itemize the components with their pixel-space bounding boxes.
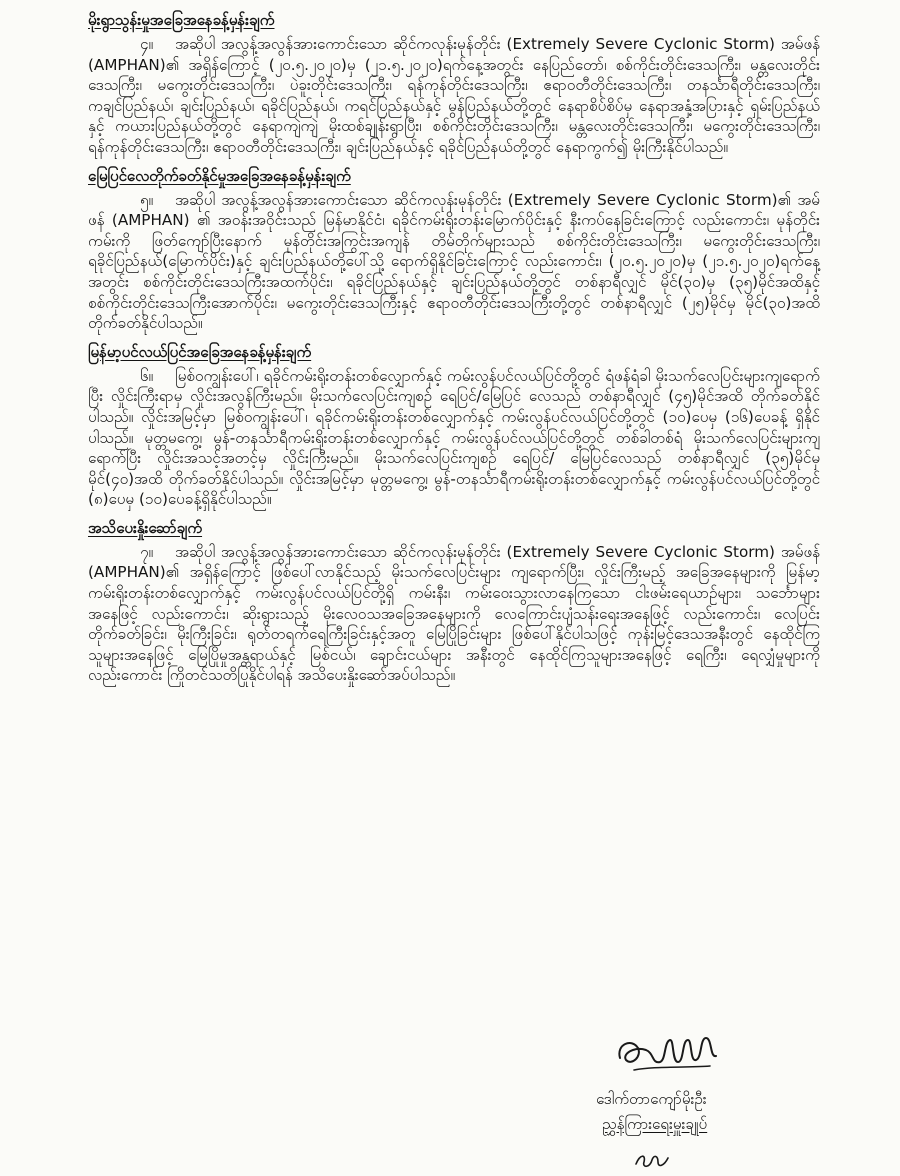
section-paragraph [88, 190, 820, 334]
paragraph-text: အဆိုပါ အလွန့်အလွန်အားကောင်းသော ဆိုင်ကလုန်းမုန်တိုင်း (Extremely Severe Cyclonic Storm) အမ်ဖန် (AMPHAN)၏ အရှိန်ကြောင့် ဖြစ်ပေါ်လာနိုင်သည့် မိုးသက်လေပြင်းများ ကျရောက်ပြီး၊ လှိုင်းကြီးမည့် အခြေအနေများကို မြန်မာ့ကမ်းရိုးတန်းတစ်လျှောက်နှင့် ကမ်းလွန်ပင်လယ်ပြင်တို့ရှိ ကမ်းနီး၊ ကမ်းဝေးသွားလာနေကြသော ငါးဖမ်းရေယာဉ်များ၊ သင်္ဘောများအနေဖြင့် လည်းကောင်း၊ ဆိုးရွားသည့် မိုးလေဝသအခြေအနေများကို လေကြောင်းပျံသန်းရေးအနေဖြင့် လည်းကောင်း၊ လေပြင်း တိုက်ခတ်ခြင်း၊ မိုးကြီးခြင်း၊ ရုတ်တရက်ရေကြီးခြင်းနှင့်အတူ မြေပြိုခြင်းများ ဖြစ်ပေါ်နိုင်ပါသဖြင့် ကုန်းမြင့်ဒေသအနီးတွင် နေထိုင်ကြသူများအနေဖြင့် မြေပြိုမှုအန္တရာယ်နှင့် မြစ်ငယ်၊ ချောင်းငယ်များ အနီးတွင် နေထိုင်ကြသူများအနေဖြင့် ရေကြီး၊ ရေလျှံမှုများကို လည်းကောင်း ကြိုတင်သတိပြုနိုင်ပါရန် အသိပေးနှိုးဆော်အပ်ပါသည်။ [88, 542, 820, 685]
section-heading: မြေပြင်လေတိုက်ခတ်နိုင်မှုအခြေအနေခန့်မှန်းချက် [88, 166, 351, 185]
paragraph-text: မြစ်ဝကျွန်းပေါ်၊ ရခိုင်ကမ်းရိုးတန်းတစ်လျှောက်နှင့် ကမ်းလွန်ပင်လယ်ပြင်တို့တွင် ရံဖန်ရံခါ မိုးသက်လေပြင်းများကျရောက်ပြီး လှိုင်းကြီးရာမှ လှိုင်းအလွန်ကြီးမည်။ မိုးသက်လေပြင်းကျစဉ် ရေပြင်/မြေပြင် လေသည် တစ်နာရီလျှင် (၄၅)မိုင်အထိ တိုက်ခတ်နိုင်ပါသည်။ လှိုင်းအမြင့်မှာ မြစ်ဝကျွန်းပေါ်၊ ရခိုင်ကမ်းရိုးတန်းတစ်လျှောက်နှင့် ကမ်းလွန်ပင်လယ်ပြင်တို့တွင် (၁၀)ပေမှ (၁၆)ပေခန့် ရှိနိုင်ပါသည်။ မုတ္တမကွေ့၊ မွန်-တနင်္သာရီကမ်းရိုးတန်းတစ်လျှောက်နှင့် ကမ်းလွန်ပင်လယ်ပြင်တို့တွင် တစ်ခါတစ်ရံ မိုးသက်လေပြင်းများကျရောက်ပြီး လှိုင်းအသင့်အတင့်မှ လှိုင်းကြီးမည်။ မိုးသက်လေပြင်းကျစဉ် ရေပြင်/ မြေပြင်လေသည် တစ်နာရီလျှင် (၃၅)မိုင်မှ မိုင်(၄၀)အထိ တိုက်ခတ်နိုင်ပါသည်။ လှိုင်းအမြင့်မှာ မုတ္တမကွေ့၊ မွန်-တနင်္သာရီကမ်းရိုးတန်းတစ်လျှောက်နှင့် ကမ်းလွန်ပင်လယ်ပြင်တို့တွင် (၈)ပေမှ (၁၀)ပေခန့်ရှိနိုင်ပါသည်။ [88, 366, 820, 509]
section-paragraph [88, 542, 820, 686]
section-paragraph [88, 34, 820, 158]
section-heading: အသိပေးနှိုးဆော်ချက် [88, 518, 203, 537]
paragraph-number: ၇။ [140, 542, 154, 561]
handwritten-signature [614, 1032, 722, 1078]
section-paragraph [88, 366, 820, 510]
paragraph-number: ၅။ [140, 190, 154, 209]
section-surface-wind-forecast [88, 166, 820, 334]
paragraph-number: ၄။ [140, 35, 154, 53]
signature-block [0, 1006, 900, 1176]
section-heading: မိုးရွာသွန်းမှုအခြေအနေခန့်မှန်းချက် [88, 11, 275, 29]
handwritten-initials [632, 1146, 674, 1172]
signatory-title: ညွှန်ကြားရေးမှူးချုပ် [602, 1115, 708, 1133]
paragraph-number: ၆။ [140, 366, 154, 385]
signatory-name: ဒေါက်တာကျော်မိုးဦး [596, 1090, 707, 1108]
paragraph-text: အဆိုပါ အလွန့်အလွန်အားကောင်းသော ဆိုင်ကလုန်းမုန်တိုင်း (Extremely Severe Cyclonic Storm)၏ အမ်ဖန် (AMPHAN) ၏ အဝန်းအဝိုင်းသည် မြန်မာနိုင်ငံ၊ ရခိုင်ကမ်းရိုးတန်းမြောက်ပိုင်းနှင့် နီးကပ်နေခြင်းကြောင့် လည်းကောင်း၊ မုန်တိုင်းကမ်းကို ဖြတ်ကျော်ပြီးနောက် မုန်တိုင်းအကြွင်းအကျန် တိမ်တိုက်များသည် စစ်ကိုင်းတိုင်းဒေသကြီး၊ မကွေးတိုင်းဒေသကြီး၊ ရခိုင်ပြည်နယ်(မြောက်ပိုင်း)နှင့် ချင်းပြည်နယ်တို့ပေါ်သို့ ရောက်ရှိနိုင်ခြင်းကြောင့် လည်းကောင်း၊ (၂၀.၅.၂၀၂၀)မှ (၂၁.၅.၂၀၂၀)ရက်နေ့အတွင်း စစ်ကိုင်းတိုင်းဒေသကြီးအထက်ပိုင်း၊ ရခိုင်ပြည်နယ်နှင့် ချင်းပြည်နယ်တို့တွင် တစ်နာရီလျှင် မိုင်(၃၀)မှ (၃၅)မိုင်အထိနှင့် စစ်ကိုင်းတိုင်းဒေသကြီးအောက်ပိုင်း၊ မကွေးတိုင်းဒေသကြီးနှင့် ဧရာဝတီတိုင်းဒေသကြီးတို့တွင် တစ်နာရီလျှင် (၂၅)မိုင်မှ မိုင်(၃၀)အထိ တိုက်ခတ်နိုင်ပါသည်။ [88, 190, 820, 333]
section-warning-advisory [88, 518, 820, 686]
paragraph-text: အဆိုပါ အလွန့်အလွန်အားကောင်းသော ဆိုင်ကလုန်းမုန်တိုင်း (Extremely Severe Cyclonic Storm) အမ်ဖန် (AMPHAN)၏ အရှိန်ကြောင့် (၂၀.၅.၂၀၂၀)မှ (၂၁.၅.၂၀၂၀)ရက်နေ့အတွင်း နေပြည်တော်၊ စစ်ကိုင်းတိုင်းဒေသကြီး၊ မန္တလေးတိုင်းဒေသကြီး၊ မကွေးတိုင်းဒေသကြီး၊ ပဲခူးတိုင်းဒေသကြီး၊ ရန်ကုန်တိုင်းဒေသကြီး၊ ဧရာဝတီတိုင်းဒေသကြီး၊ တနင်္သာရီတိုင်းဒေသကြီး၊ ကချင်ပြည်နယ်၊ ချင်းပြည်နယ်၊ ရခိုင်ပြည်နယ်၊ ကရင်ပြည်နယ်နှင့် မွန်ပြည်နယ်တို့တွင် နေရာစိပ်စိပ်မှ နေရာအနှံ့အပြားနှင့် ရှမ်းပြည်နယ်နှင့် ကယားပြည်နယ်တို့တွင် နေရာကျဲကျဲ မိုးထစ်ချုန်းရွာပြီး၊ စစ်ကိုင်းတိုင်းဒေသကြီး၊ မန္တလေးတိုင်းဒေသကြီး၊ မကွေးတိုင်းဒေသကြီး၊ ရန်ကုန်တိုင်းဒေသကြီး၊ ဧရာဝတီတိုင်းဒေသကြီး၊ ချင်းပြည်နယ်နှင့် ရခိုင်ပြည်နယ်တို့တွင် နေရာကွက်၍ မိုးကြီးနိုင်ပါသည်။ [88, 35, 820, 156]
section-heading: မြန်မာ့ပင်လယ်ပြင်အခြေအနေခန့်မှန်းချက် [88, 342, 312, 361]
section-rainfall-forecast [88, 10, 820, 158]
section-sea-condition-forecast [88, 342, 820, 510]
